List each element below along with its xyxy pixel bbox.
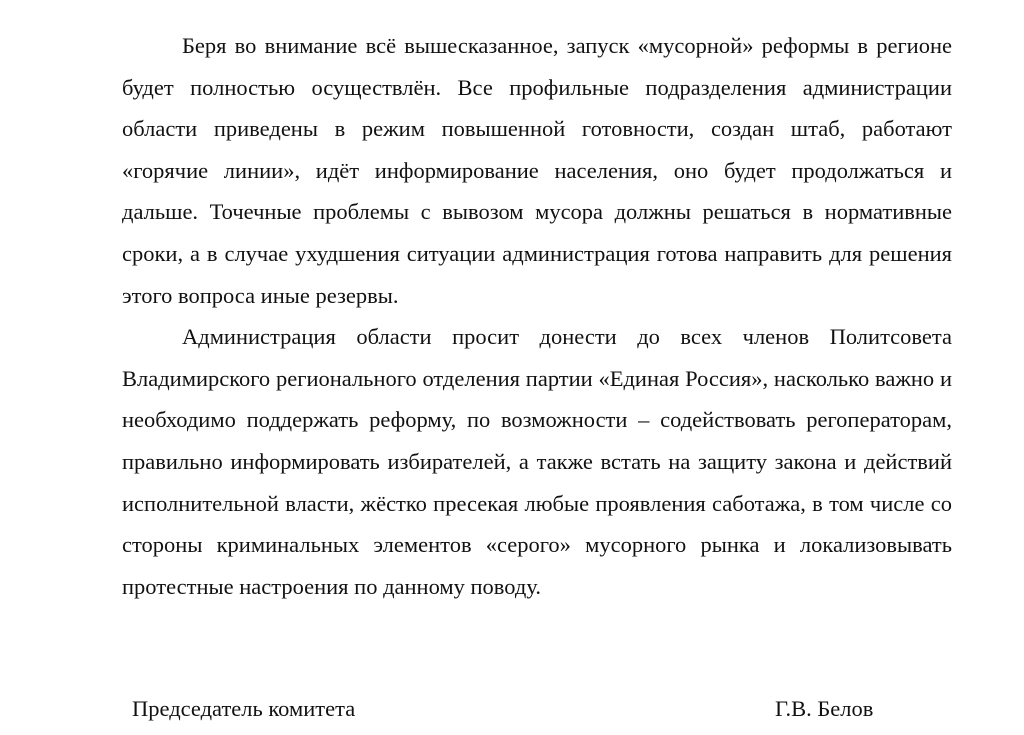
signature-position: Председатель комитета [132, 696, 356, 721]
reform-readiness-paragraph: Беря во внимание всё вышесказанное, запуск «мусорной» реформы в регионе будет полностью осуществлён. Все профильные подразделения администрации области приведены в режим повышенной готовности, создан штаб, работают «горячие линии», идёт информирование населения, оно будет продолжаться и дальше. Точечные проблемы с вывозом мусора должны решаться в нормативные сроки, а в случае ухудшения ситуации администрация готова направить для решения этого вопроса иные резервы. [122, 33, 952, 308]
signature-name: Г.В. Белов [775, 696, 874, 721]
party-support-request-paragraph: Администрация области просит донести до всех членов Политсовета Владимирского регионального отделения партии «Единая Россия», насколько важно и необходимо поддержать реформу, по возможности – содействовать регоператорам, правильно информировать избирателей, а также встать на защиту закона и действий исполнительной власти, жёстко пресекая любые проявления саботажа, в том числе со стороны криминальных элементов «серого» мусорного рынка и локализовывать протестные настроения по данному поводу. [122, 324, 952, 599]
document-body [122, 25, 952, 607]
